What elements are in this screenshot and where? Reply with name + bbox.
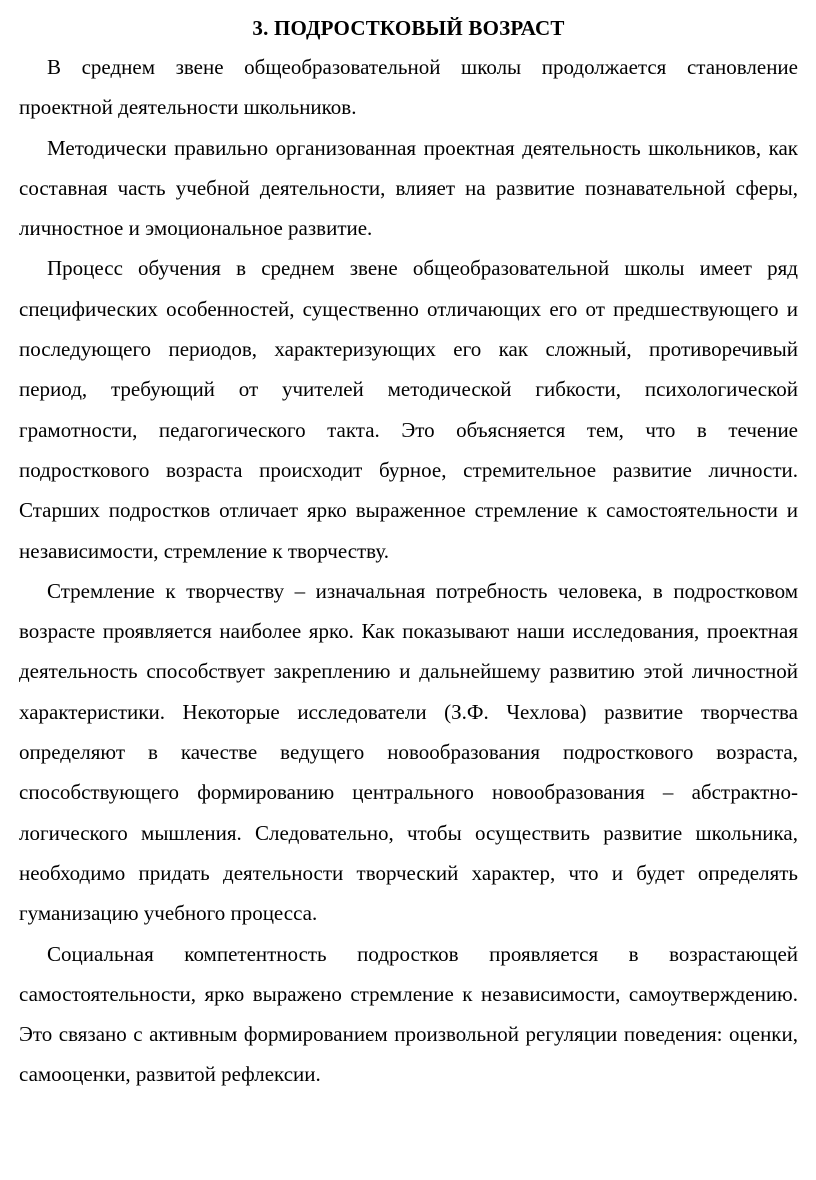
- paragraph-1: В среднем звене общеобразовательной школы продолжается становление проектной деятельности школьников.: [19, 55, 798, 120]
- paragraph-5: Социальная компетентность подростков проявляется в возрастающей самостоятельности, ярко выражено стремление к независимости, самоутверждению. Это связано с активным формированием произвольной регуляции поведения: оценки, самооценки, развитой рефлексии.: [19, 941, 798, 1087]
- paragraph-4: Стремление к творчеству – изначальная потребность человека, в подростковом возрасте проявляется наиболее ярко. Как показывают наши исследования, проектная деятельность способствует закреплению и дальнейшему развитию этой личностной характеристики. Некоторые исследователи (З.Ф. Чехлова) развитие творчества определяют в качестве ведущего новообразования подросткового возраста, способствующего формированию центрального новообразования – абстрактно-логического мышления. Следовательно, чтобы осуществить развитие школьника, необходимо придать деятельности творческий характер, что и будет определять гуманизацию учебного процесса.: [19, 578, 798, 926]
- paragraph-3: Процесс обучения в среднем звене общеобразовательной школы имеет ряд специфических особенностей, существенно отличающих его от предшествующего и последующего периодов, характеризующих его как сложный, противоречивый период, требующий от учителей методической гибкости, психологической грамотности, педагогического такта. Это объясняется тем, что в течение подросткового возраста происходит бурное, стремительное развитие личности. Старших подростков отличает ярко выраженное стремление к самостоятельности и независимости, стремление к творчеству.: [19, 256, 798, 563]
- section-title: 3. ПОДРОСТКОВЫЙ ВОЗРАСТ: [252, 16, 565, 40]
- paragraph-2: Методически правильно организованная проектная деятельность школьников, как составная часть учебной деятельности, влияет на развитие познавательной сферы, личностное и эмоциональное развитие.: [19, 135, 798, 241]
